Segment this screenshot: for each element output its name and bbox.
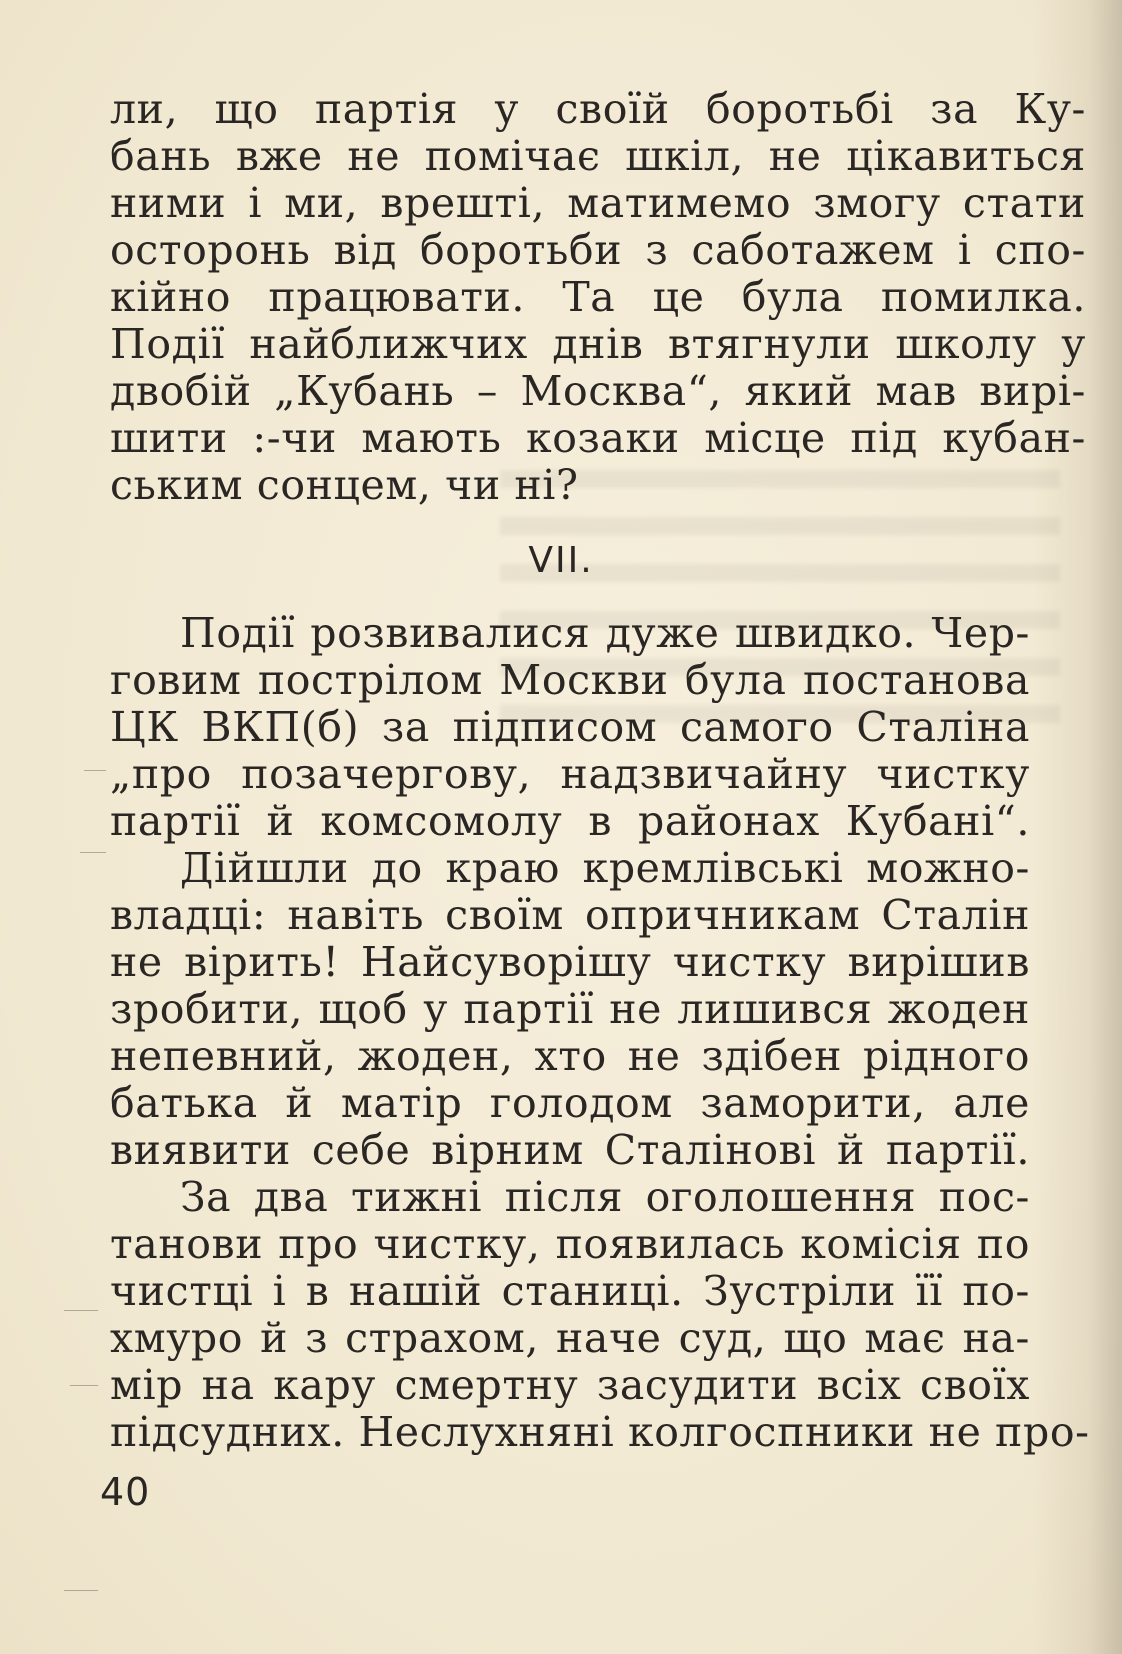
text-line: За два тижні після оголошення пос-: [180, 1173, 1030, 1221]
text-line: шити :-чи мають козаки місце під кубан-: [110, 414, 1086, 462]
top-paragraph: [110, 86, 1086, 509]
text-line: Дійшли до краю кремлівські можно-: [180, 844, 1030, 892]
text-line: чистці і в нашій станиці. Зустріли її по-: [110, 1267, 1030, 1315]
text-line: бань вже не помічає шкіл, не цікавиться: [110, 132, 1086, 180]
text-line: мір на кару смертну засудити всіх своїх: [110, 1361, 1030, 1409]
text-line: Події найближчих днів втягнули школу у: [110, 320, 1086, 368]
text-line: двобій „Кубань – Москва“, який мав вирі-: [110, 367, 1086, 415]
text-line: „про позачергову, надзвичайну чистку: [110, 750, 1030, 798]
margin-tick: [64, 1310, 98, 1311]
text-line: батька й матір голодом заморити, але: [110, 1079, 1030, 1127]
bottom-paragraphs: [110, 609, 1090, 1456]
text-line: Події розвивалися дуже швидко. Чер-: [180, 609, 1030, 657]
text-line: говим пострілом Москви була постанова: [110, 656, 1030, 704]
margin-tick: [80, 852, 106, 853]
text-line: не вірить! Найсуворішу чистку вирішив: [110, 938, 1030, 986]
text-line: осторонь від боротьби з саботажем і спо-: [110, 226, 1086, 274]
margin-tick: [64, 1590, 98, 1591]
text-line: ським сонцем, чи ні?: [110, 461, 579, 509]
text-line: партії й комсомолу в районах Кубані“.: [110, 797, 1030, 845]
text-line: ЦК ВКП(б) за підписом самого Сталіна: [110, 703, 1030, 751]
text-line: зробити, щоб у партії не лишився жоден: [110, 985, 1030, 1033]
text-line: кійно працювати. Та це була помилка.: [110, 273, 1086, 321]
text-line: танови про чистку, появилась комісія по: [110, 1220, 1030, 1268]
text-line: ними і ми, врешті, матимемо змогу стати: [110, 179, 1086, 227]
text-line: непевний, жоден, хто не здібен рідного: [110, 1032, 1030, 1080]
page-number: 40: [100, 1470, 151, 1514]
margin-tick: [70, 1385, 98, 1386]
text-line: ли, що партія у своїй боротьбі за Ку-: [110, 85, 1086, 133]
text-line: підсудних. Неслухняні колгоспники не про-: [110, 1408, 1090, 1456]
text-line: виявити себе вірним Сталінові й партії.: [110, 1126, 1030, 1174]
section-heading: VII.: [528, 540, 594, 581]
text-line: хмуро й з страхом, наче суд, що має на-: [110, 1314, 1030, 1362]
margin-tick: [84, 770, 106, 771]
text-line: владці: навіть своїм опричникам Сталін: [110, 891, 1030, 939]
